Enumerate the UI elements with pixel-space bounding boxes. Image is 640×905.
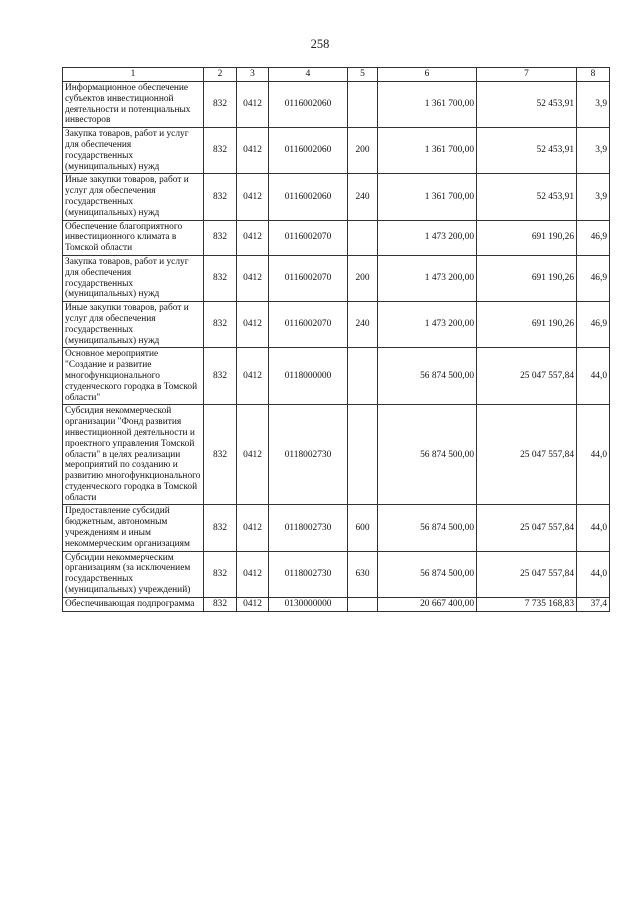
page-number: 258 [310, 37, 330, 51]
table-row [63, 220, 610, 255]
row-section: 0412 [237, 597, 269, 611]
row-fact-amount: 691 190,26 [477, 220, 577, 255]
table-row [63, 597, 610, 611]
row-percent: 3,9 [577, 174, 610, 220]
table-row [63, 82, 610, 128]
budget-table [62, 67, 610, 612]
row-name: Закупка товаров, работ и услуг для обеспечения государственных (муниципальных) нужд [63, 255, 204, 301]
row-section: 0412 [237, 348, 269, 405]
row-name: Основное мероприятие "Создание и развитие многофункционального студенческого городка в Томской области" [63, 348, 204, 405]
row-percent: 3,9 [577, 128, 610, 174]
row-plan-amount: 1 361 700,00 [378, 82, 477, 128]
column-header: 6 [378, 68, 477, 82]
row-grbs: 832 [204, 302, 237, 348]
column-header: 8 [577, 68, 610, 82]
row-expense-type: 630 [348, 551, 378, 597]
row-plan-amount: 56 874 500,00 [378, 551, 477, 597]
row-grbs: 832 [204, 551, 237, 597]
row-section: 0412 [237, 82, 269, 128]
row-plan-amount: 56 874 500,00 [378, 348, 477, 405]
column-header: 7 [477, 68, 577, 82]
column-header: 4 [269, 68, 348, 82]
row-fact-amount: 52 453,91 [477, 82, 577, 128]
row-expense-type [348, 597, 378, 611]
row-plan-amount: 1 473 200,00 [378, 302, 477, 348]
row-target-code: 0130000000 [269, 597, 348, 611]
row-grbs: 832 [204, 82, 237, 128]
row-expense-type: 240 [348, 302, 378, 348]
row-grbs: 832 [204, 174, 237, 220]
row-grbs: 832 [204, 255, 237, 301]
row-expense-type [348, 82, 378, 128]
row-percent: 44,0 [577, 505, 610, 551]
row-percent: 37,4 [577, 597, 610, 611]
row-expense-type [348, 348, 378, 405]
row-name: Обеспечение благоприятного инвестиционного климата в Томской области [63, 220, 204, 255]
table-row [63, 255, 610, 301]
table-row [63, 348, 610, 405]
row-target-code: 0116002070 [269, 255, 348, 301]
row-percent: 44,0 [577, 405, 610, 505]
row-section: 0412 [237, 405, 269, 505]
row-fact-amount: 691 190,26 [477, 302, 577, 348]
row-section: 0412 [237, 551, 269, 597]
row-plan-amount: 1 473 200,00 [378, 255, 477, 301]
row-name: Информационное обеспечение субъектов инвестиционной деятельности и потенциальных инвесторов [63, 82, 204, 128]
row-name: Закупка товаров, работ и услуг для обеспечения государственных (муниципальных) нужд [63, 128, 204, 174]
row-name: Предоставление субсидий бюджетным, автономным учреждениям и иным некоммерческим организациям [63, 505, 204, 551]
table-row [63, 405, 610, 505]
table-row [63, 505, 610, 551]
row-plan-amount: 1 473 200,00 [378, 220, 477, 255]
row-name: Обеспечивающая подпрограмма [63, 597, 204, 611]
row-target-code: 0118002730 [269, 505, 348, 551]
row-expense-type: 200 [348, 128, 378, 174]
row-section: 0412 [237, 220, 269, 255]
row-section: 0412 [237, 505, 269, 551]
row-fact-amount: 25 047 557,84 [477, 348, 577, 405]
row-fact-amount: 25 047 557,84 [477, 405, 577, 505]
column-header: 1 [63, 68, 204, 82]
row-section: 0412 [237, 255, 269, 301]
row-grbs: 832 [204, 128, 237, 174]
row-target-code: 0118002730 [269, 551, 348, 597]
row-name: Иные закупки товаров, работ и услуг для обеспечения государственных (муниципальных) нужд [63, 302, 204, 348]
row-target-code: 0118002730 [269, 405, 348, 505]
row-fact-amount: 25 047 557,84 [477, 505, 577, 551]
row-target-code: 0116002070 [269, 220, 348, 255]
row-percent: 46,9 [577, 255, 610, 301]
row-target-code: 0116002060 [269, 128, 348, 174]
row-fact-amount: 52 453,91 [477, 128, 577, 174]
row-percent: 44,0 [577, 551, 610, 597]
row-target-code: 0116002070 [269, 302, 348, 348]
row-grbs: 832 [204, 597, 237, 611]
row-grbs: 832 [204, 220, 237, 255]
row-expense-type: 200 [348, 255, 378, 301]
row-target-code: 0116002060 [269, 82, 348, 128]
row-section: 0412 [237, 174, 269, 220]
table-row [63, 174, 610, 220]
row-name: Иные закупки товаров, работ и услуг для обеспечения государственных (муниципальных) нужд [63, 174, 204, 220]
column-header: 5 [348, 68, 378, 82]
column-header: 3 [237, 68, 269, 82]
row-plan-amount: 1 361 700,00 [378, 128, 477, 174]
row-percent: 3,9 [577, 82, 610, 128]
row-section: 0412 [237, 302, 269, 348]
row-percent: 46,9 [577, 220, 610, 255]
row-grbs: 832 [204, 348, 237, 405]
row-expense-type [348, 220, 378, 255]
row-plan-amount: 20 667 400,00 [378, 597, 477, 611]
table-row [63, 551, 610, 597]
row-plan-amount: 1 361 700,00 [378, 174, 477, 220]
table-row [63, 128, 610, 174]
row-grbs: 832 [204, 505, 237, 551]
row-grbs: 832 [204, 405, 237, 505]
row-fact-amount: 691 190,26 [477, 255, 577, 301]
row-expense-type: 240 [348, 174, 378, 220]
row-name: Субсидии некоммерческим организациям (за исключением государственных (муниципальных) учреждений) [63, 551, 204, 597]
row-plan-amount: 56 874 500,00 [378, 505, 477, 551]
row-section: 0412 [237, 128, 269, 174]
row-percent: 44,0 [577, 348, 610, 405]
column-number-row [63, 68, 610, 82]
row-expense-type: 600 [348, 505, 378, 551]
row-name: Субсидия некоммерческой организации "Фонд развития инвестиционной деятельности и проектного управления Томской области" в целях реализации мероприятий по созданию и развитию многофункционального студенческого городка в Томской области [63, 405, 204, 505]
row-expense-type [348, 405, 378, 505]
table-row [63, 302, 610, 348]
row-percent: 46,9 [577, 302, 610, 348]
row-target-code: 0118000000 [269, 348, 348, 405]
row-target-code: 0116002060 [269, 174, 348, 220]
column-header: 2 [204, 68, 237, 82]
row-fact-amount: 25 047 557,84 [477, 551, 577, 597]
row-plan-amount: 56 874 500,00 [378, 405, 477, 505]
row-fact-amount: 7 735 168,83 [477, 597, 577, 611]
row-fact-amount: 52 453,91 [477, 174, 577, 220]
